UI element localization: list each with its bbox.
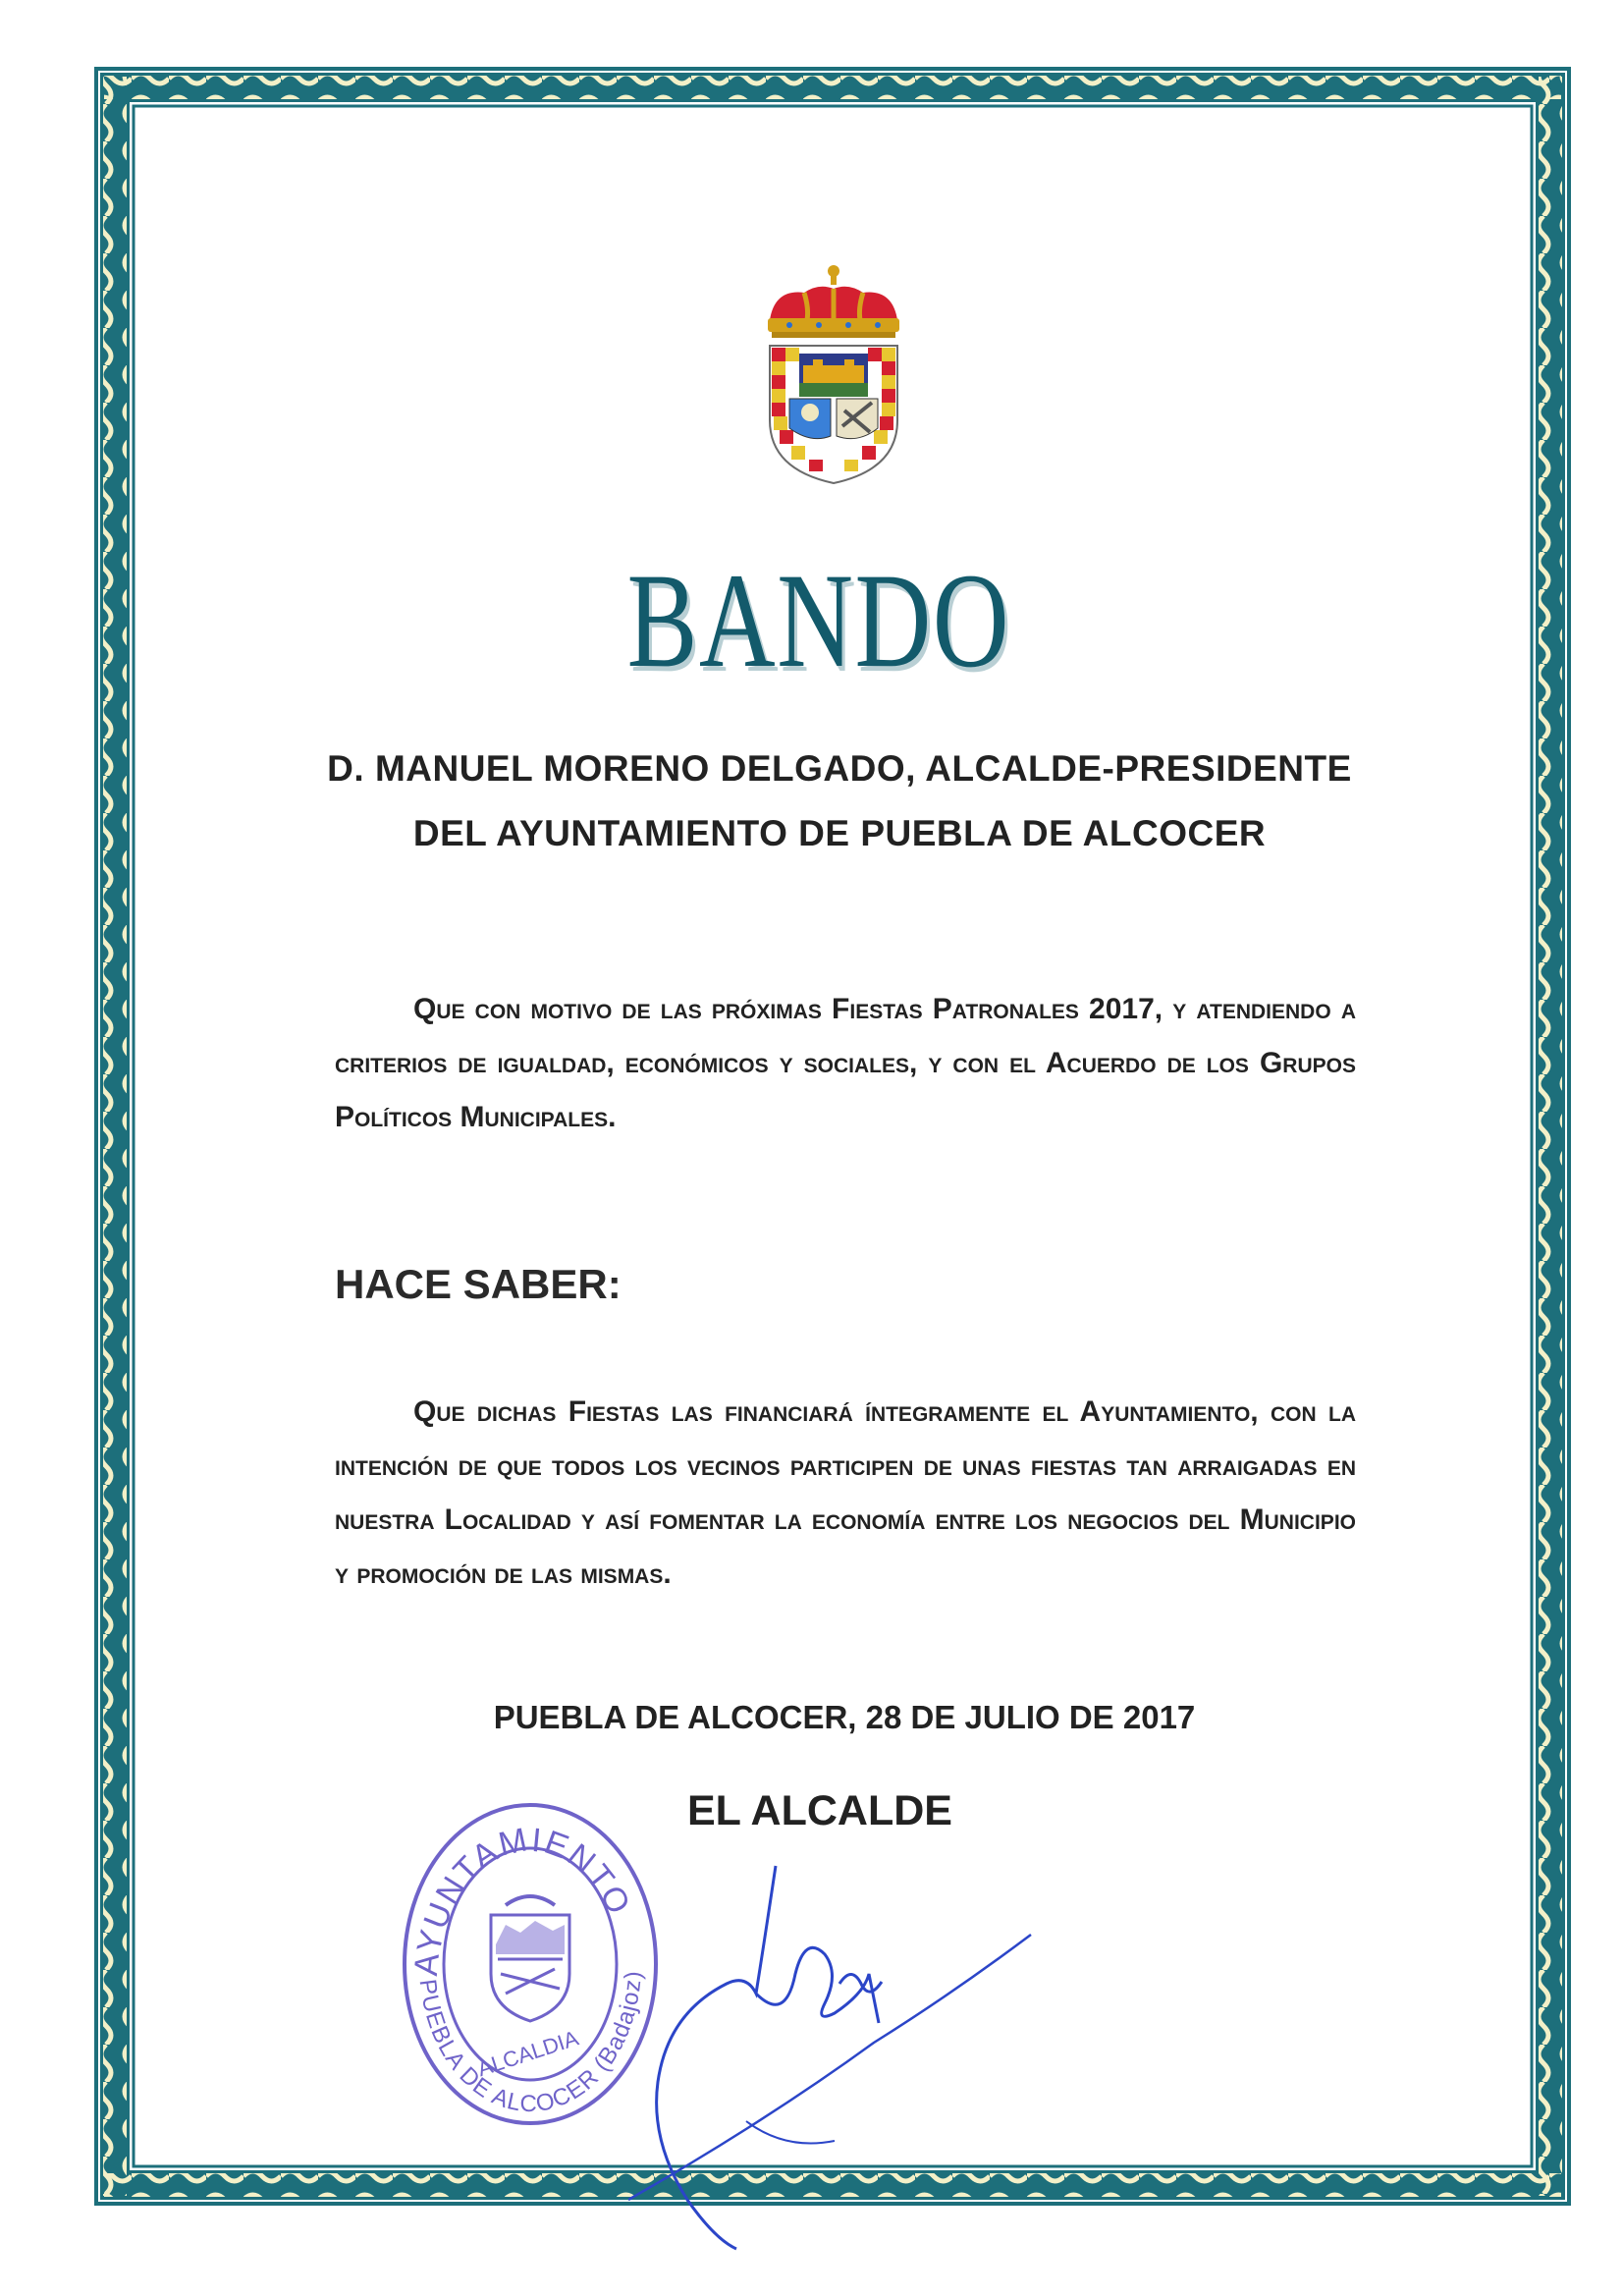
- seal-bottom-text: PUEBLA DE ALCOCER (Badajoz): [413, 1969, 647, 2118]
- financing-paragraph-text: Que dichas Fiestas las financiará íntegramente el Ayuntamiento, con la intención de que todos los vecinos participen de unas fiestas tan arraigadas en nuestra Localidad y así fomentar la economía entre los negocios del Municipio y promoción de las mismas.: [335, 1395, 1356, 1590]
- ayuntamiento-heading: DEL AYUNTAMIENTO DE PUEBLA DE ALCOCER: [412, 813, 1267, 853]
- place-date: PUEBLA DE ALCOCER, 28 DE JULIO DE 2017: [493, 1699, 1196, 1735]
- official-seal-stamp: [398, 1797, 663, 2131]
- motive-paragraph: [335, 982, 1356, 1144]
- handwritten-signature: [628, 1827, 1041, 2259]
- seal-top-text: AYUNTAMIENTO: [406, 1821, 638, 1978]
- motive-paragraph-text: Que con motivo de las próximas Fiestas Patronales 2017, y atendiendo a criterios de igualdad, económicos y sociales, y con el Acuerdo de los Grupos Políticos Municipales.: [335, 993, 1356, 1133]
- hace-saber-heading: HACE SABER:: [335, 1261, 622, 1307]
- mayor-name-heading: D. MANUEL MORENO DELGADO, ALCALDE-PRESIDENTE: [327, 748, 1352, 789]
- financing-paragraph: [335, 1385, 1356, 1601]
- seal-center-text: ALCALDIA: [474, 2025, 582, 2082]
- document-title: BANDO: [626, 545, 1011, 695]
- coat-of-arms-icon: [760, 263, 907, 485]
- signer-title: EL ALCALDE: [687, 1787, 952, 1834]
